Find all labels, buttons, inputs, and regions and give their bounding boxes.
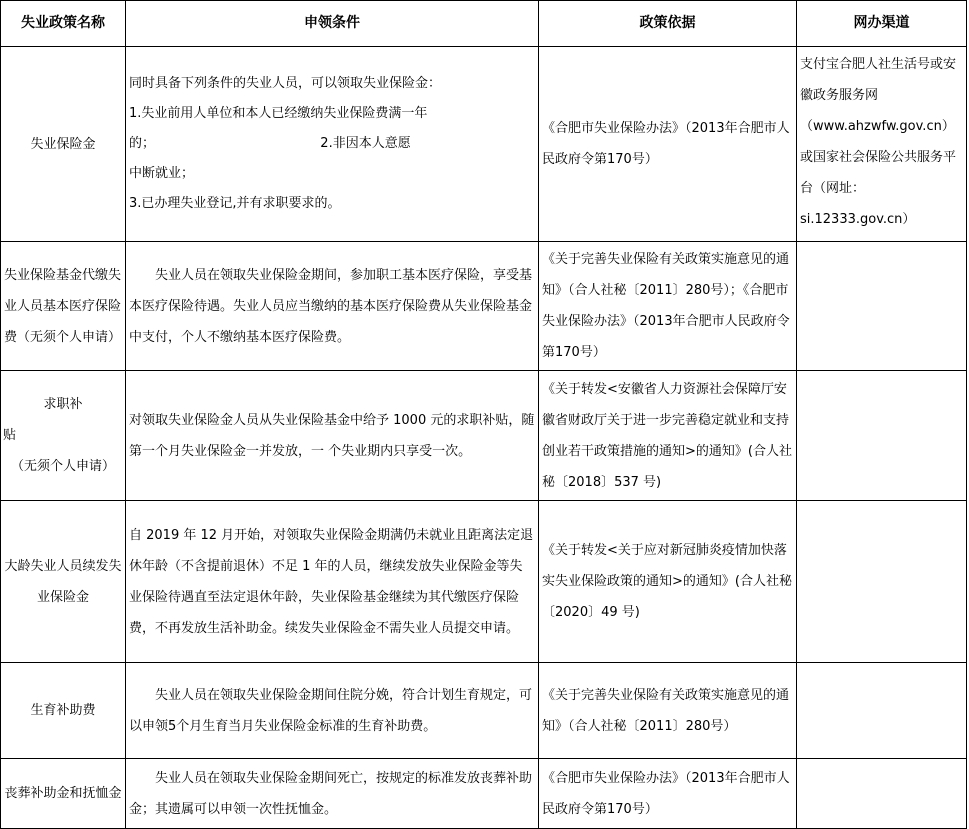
policy-basis: 《关于转发<安徽省人力资源社会保障厅安徽省财政厅关于进一步完善稳定就业和支持创业若干政策措施的通知>的通知》(合人社秘〔2018〕537 号) (539, 371, 797, 501)
header-condition: 申领条件 (126, 1, 539, 47)
policy-name-line: 求职补 (43, 397, 83, 412)
table-row (1, 663, 967, 759)
policy-name (1, 371, 126, 501)
condition-line: 3.已办理失业登记,并有求职要求的。 (129, 196, 341, 211)
condition-line: 中断就业； (129, 166, 195, 181)
policy-name: 生育补助费 (1, 663, 126, 759)
policy-condition (126, 47, 539, 242)
policy-condition: 对领取失业保险金人员从失业保险基金中给予 1000 元的求职补贴，随第一个月失业保险金一并发放，一 个失业期内只享受一次。 (126, 371, 539, 501)
condition-line: 1.失业前用人单位和本人已经缴纳失业保险费满一年 (129, 106, 428, 121)
policy-name-line: （无须个人申请） (10, 459, 115, 474)
table-row (1, 371, 967, 501)
policy-channel (797, 242, 967, 371)
policy-name: 失业保险金 (1, 47, 126, 242)
policy-name: 大龄失业人员续发失业保险金 (1, 501, 126, 663)
policy-basis: 《合肥市失业保险办法》（2013年合肥市人民政府令第170号） (539, 759, 797, 829)
policy-condition: 失业人员在领取失业保险金期间，参加职工基本医疗保险，享受基本医疗保险待遇。失业人员应当缴纳的基本医疗保险费从失业保险基金中支付，个人不缴纳基本医疗保险费。 (126, 242, 539, 371)
condition-line: 同时具备下列条件的失业人员，可以领取失业保险金： (129, 76, 442, 91)
policy-name: 丧葬补助金和抚恤金 (1, 759, 126, 829)
header-name: 失业政策名称 (1, 1, 126, 47)
header-row (1, 1, 967, 47)
table-row (1, 242, 967, 371)
policy-channel: 支付宝合肥人社生活号或安徽政务服务网（www.ahzwfw.gov.cn）或国家社会保险公共服务平台（网址：si.12333.gov.cn） (797, 47, 967, 242)
policy-channel (797, 371, 967, 501)
policy-channel (797, 663, 967, 759)
condition-line: 的； 2.非因本人意愿 (129, 136, 411, 151)
policy-basis: 《合肥市失业保险办法》（2013年合肥市人民政府令第170号） (539, 47, 797, 242)
policy-name-line: 贴 (3, 428, 17, 443)
table-row (1, 759, 967, 829)
policy-channel (797, 759, 967, 829)
policy-basis: 《关于完善失业保险有关政策实施意见的通知》（合人社秘〔2011〕280号）；《合肥市失业保险办法》（2013年合肥市人民政府令第170号） (539, 242, 797, 371)
policy-basis: 《关于转发<关于应对新冠肺炎疫情加快落实失业保险政策的通知>的通知》(合人社秘〔2020〕49 号) (539, 501, 797, 663)
policy-condition: 自 2019 年 12 月开始，对领取失业保险金期满仍未就业且距离法定退休年龄（不含提前退休）不足 1 年的人员，继续发放失业保险金等失业保险待遇直至法定退休年龄，失业保险基金继续为其代缴医疗保险费，不再发放生活补助金。续发失业保险金不需失业人员提交申请。 (126, 501, 539, 663)
policy-condition: 失业人员在领取失业保险金期间死亡，按规定的标准发放丧葬补助金；其遗属可以申领一次性抚恤金。 (126, 759, 539, 829)
policy-channel (797, 501, 967, 663)
table-row (1, 501, 967, 663)
policy-condition: 失业人员在领取失业保险金期间住院分娩，符合计划生育规定，可以申领5个月生育当月失业保险金标准的生育补助费。 (126, 663, 539, 759)
policy-basis: 《关于完善失业保险有关政策实施意见的通知》（合人社秘〔2011〕280号） (539, 663, 797, 759)
header-basis: 政策依据 (539, 1, 797, 47)
policy-name: 失业保险基金代缴失业人员基本医疗保险费（无须个人申请） (1, 242, 126, 371)
table-row (1, 47, 967, 242)
header-channel: 网办渠道 (797, 1, 967, 47)
